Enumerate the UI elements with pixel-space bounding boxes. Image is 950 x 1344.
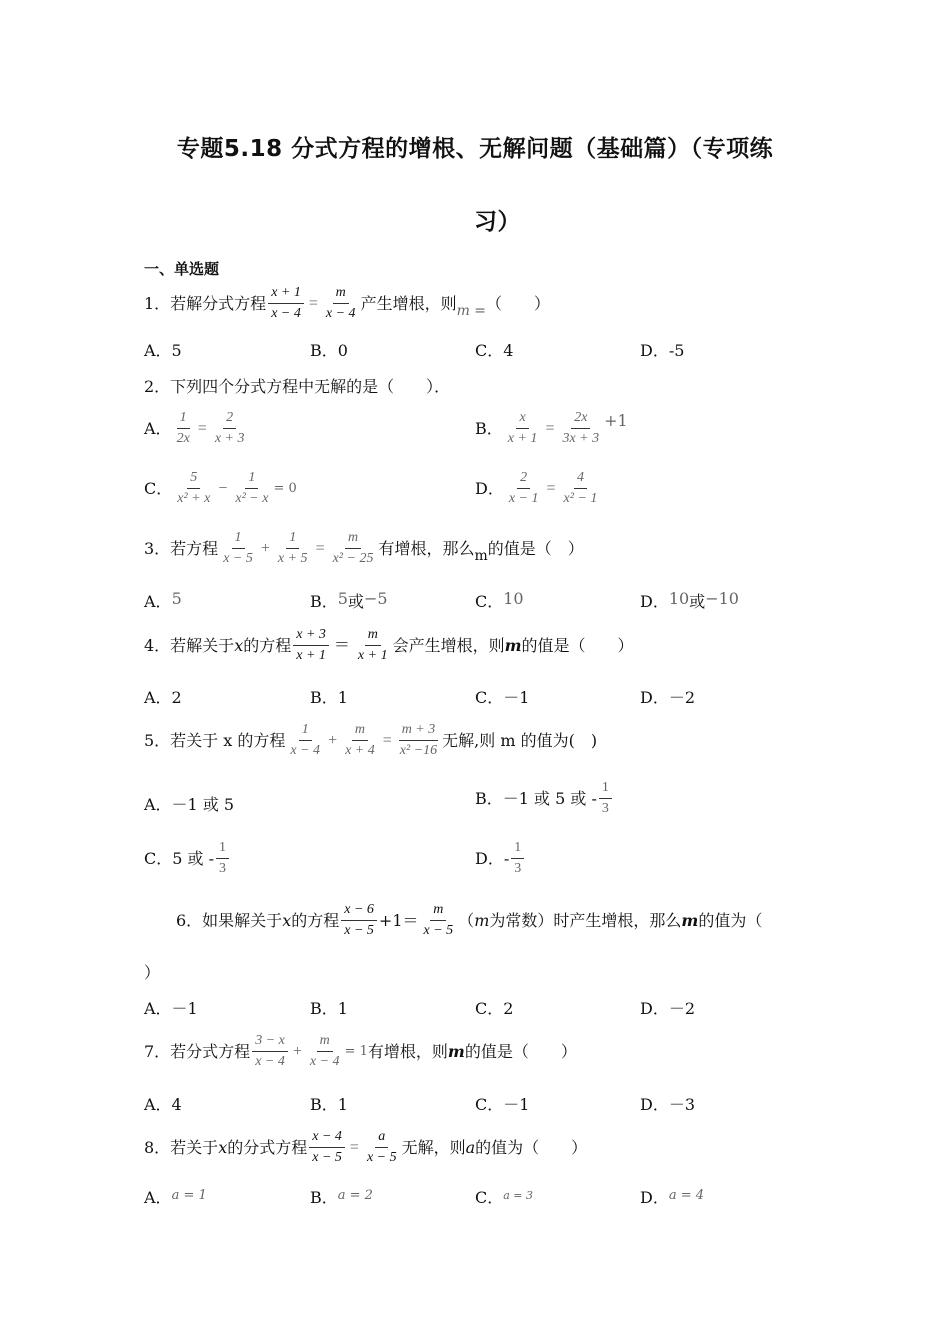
- question-4: 4．若解关于 x 的方程 $\frac{x + 3}{x + 1}$ ＝ $\frac{m}{x + 1}$ 会产生增根，则 m 的值是（ ）: [144, 627, 634, 664]
- q1-paren: （ ）: [486, 293, 551, 313]
- q2c-fraction-1: $\frac{5}{\text{x² + x}}$: [177, 470, 211, 507]
- q5-option-c[interactable]: C．5 或 - $\frac{1}{3}$: [144, 840, 231, 877]
- q1-equals: =: [308, 294, 318, 312]
- q7-option-b[interactable]: B．1: [310, 1095, 348, 1114]
- question-3: 3．若方程 $\frac{1}{x - 5}$ + $\frac{1}{x + 5}$ = $\frac{m}{\text{x² − 25}}$ 有增根，那么 m 的值是（ ）: [144, 530, 584, 567]
- q1-option-c[interactable]: C．4: [475, 341, 514, 360]
- q4-fraction-2: $\frac{m}{x + 1}$: [357, 627, 388, 664]
- q4-option-d[interactable]: D．－2: [640, 688, 696, 707]
- q1-prefix: 1．若解分式方程: [144, 293, 267, 313]
- title-line-2: 习）: [474, 209, 521, 235]
- q7-option-a[interactable]: A．4: [144, 1095, 182, 1114]
- q2-option-b[interactable]: B． $\frac{x}{x + 1}$ = $\frac{2x}{3x + 3}$ +1: [475, 410, 628, 447]
- q6-fraction-2: $\frac{m}{x - 5}$: [423, 902, 454, 939]
- q2-option-a[interactable]: A． $\frac{1}{2x}$ = $\frac{2}{x + 3}$: [144, 410, 249, 447]
- q5-fraction-2: $\frac{m}{x + 4}$: [345, 722, 375, 759]
- q8-fraction-1: $\frac{x - 4}{x - 5}$: [309, 1129, 345, 1166]
- q7-fraction-1: $\frac{3 - x}{x - 4}$: [252, 1033, 288, 1070]
- q8-option-d[interactable]: D． a = 4: [640, 1187, 705, 1207]
- q8-option-a[interactable]: A． a = 1: [144, 1187, 207, 1207]
- q1-option-a[interactable]: A．5: [144, 341, 182, 360]
- q2-option-d[interactable]: D． $\frac{2}{x - 1}$ = $\frac{4}{\text{x² − 1}}$: [475, 470, 602, 507]
- q1-m-var: m =: [456, 302, 487, 319]
- q6-option-a[interactable]: A．－1: [144, 999, 198, 1018]
- question-6: 6．如果解关于 x 的方程 $\frac{x - 6}{x - 5}$ +1＝ $\frac{m}{x - 5}$ （ m 为常数）时产生增根，那么 m 的值为（: [176, 902, 763, 939]
- q1-fraction-1: $\frac{x + 1}{x - 4}$: [268, 285, 304, 322]
- q5-fraction-1: $\frac{1}{x - 4}$: [290, 722, 321, 759]
- q3-option-c[interactable]: C． 10: [475, 589, 524, 611]
- question-1: [144, 285, 550, 322]
- q4-fraction-1: $\frac{x + 3}{x + 1}$: [293, 627, 329, 664]
- q8-option-b[interactable]: B． a = 2: [310, 1187, 373, 1207]
- q3-option-d[interactable]: D． 10 或 −10: [640, 589, 739, 611]
- q5b-fraction: $\frac{1}{3}$: [599, 780, 612, 817]
- q5-option-d[interactable]: D．- $\frac{1}{3}$: [475, 840, 526, 877]
- q2c-fraction-2: $\frac{1}{\text{x² − x}}$: [235, 470, 269, 507]
- q5-option-b[interactable]: B．－1 或 5 或 - $\frac{1}{3}$: [475, 780, 614, 817]
- q6-option-b[interactable]: B．1: [310, 999, 348, 1018]
- q2d-fraction-1: $\frac{2}{x - 1}$: [508, 470, 539, 507]
- q8-fraction-2: $\frac{a}{x - 5}$: [366, 1129, 397, 1166]
- q1-option-d[interactable]: D．-5: [640, 341, 685, 360]
- section-heading: 一、单选题: [144, 260, 220, 278]
- q5d-fraction: $\frac{1}{3}$: [511, 840, 524, 877]
- q3-fraction-3: $\frac{m}{\text{x² − 25}}$: [332, 530, 374, 567]
- q1-mid: 产生增根，则: [360, 293, 457, 313]
- question-5: 5．若关于 x 的方程 $\frac{1}{x - 4}$ + $\frac{m}{x + 4}$ = $\frac{m + 3}{\text{x² −16}}$ 无解,则 m 的值为( ): [144, 722, 598, 759]
- q2b-fraction-1: $\frac{x}{x + 1}$: [507, 410, 538, 447]
- q7-option-c[interactable]: C．－1: [475, 1095, 530, 1114]
- q3-fraction-1: $\frac{1}{x - 5}$: [223, 530, 253, 567]
- q3-fraction-2: $\frac{1}{x + 5}$: [277, 530, 308, 567]
- question-8: 8．若关于 x 的分式方程 $\frac{x - 4}{x - 5}$ = $\frac{a}{x - 5}$ 无解，则 a 的值为（ ）: [144, 1129, 588, 1166]
- q6-option-d[interactable]: D．－2: [640, 999, 696, 1018]
- q4-option-c[interactable]: C．－1: [475, 688, 530, 707]
- q4-option-a[interactable]: A．2: [144, 688, 182, 707]
- q5c-fraction: $\frac{1}{3}$: [216, 840, 229, 877]
- q7-fraction-2: $\frac{m}{x - 4}$: [309, 1033, 340, 1070]
- question-2: 2．下列四个分式方程中无解的是（ ）．: [144, 377, 451, 396]
- question-7: 7．若分式方程 $\frac{3 - x}{x - 4}$ + $\frac{m}{x - 4}$ = 1 有增根，则 m 的值是（ ）: [144, 1033, 577, 1070]
- q2a-fraction-2: $\frac{2}{x + 3}$: [214, 410, 245, 447]
- q5-fraction-3: $\frac{m + 3}{\text{x² −16}}$: [399, 722, 438, 759]
- q2-option-c[interactable]: C． $\frac{5}{\text{x² + x}}$ − $\frac{1}{\text{x² − x}}$ = 0: [144, 470, 297, 507]
- q6-fraction-1: $\frac{x - 6}{x - 5}$: [341, 902, 377, 939]
- q6-close-paren: ）: [144, 963, 161, 982]
- q7-option-d[interactable]: D．－3: [640, 1095, 696, 1114]
- q3-option-b[interactable]: B． 5 或 −5: [310, 589, 388, 611]
- q6-option-c[interactable]: C．2: [475, 999, 514, 1018]
- q3-option-a[interactable]: A． 5: [144, 589, 182, 611]
- title-line-1: 专题5.18 分式方程的增根、无解问题（基础篇）（专项练: [176, 136, 774, 162]
- q2d-fraction-2: $\frac{4}{\text{x² − 1}}$: [563, 470, 598, 507]
- q4-option-b[interactable]: B．1: [310, 688, 348, 707]
- q2b-fraction-2: $\frac{2x}{3x + 3}$: [562, 410, 600, 447]
- q1-fraction-2: $\frac{m}{x - 4}$: [325, 285, 356, 322]
- q2a-fraction-1: $\frac{1}{2x}$: [176, 410, 190, 447]
- q1-option-b[interactable]: B．0: [310, 341, 348, 360]
- q8-option-c[interactable]: C． a = 3: [475, 1188, 534, 1207]
- q3-m-var: m: [474, 547, 488, 564]
- q5-option-a[interactable]: A．－1 或 5: [144, 795, 235, 814]
